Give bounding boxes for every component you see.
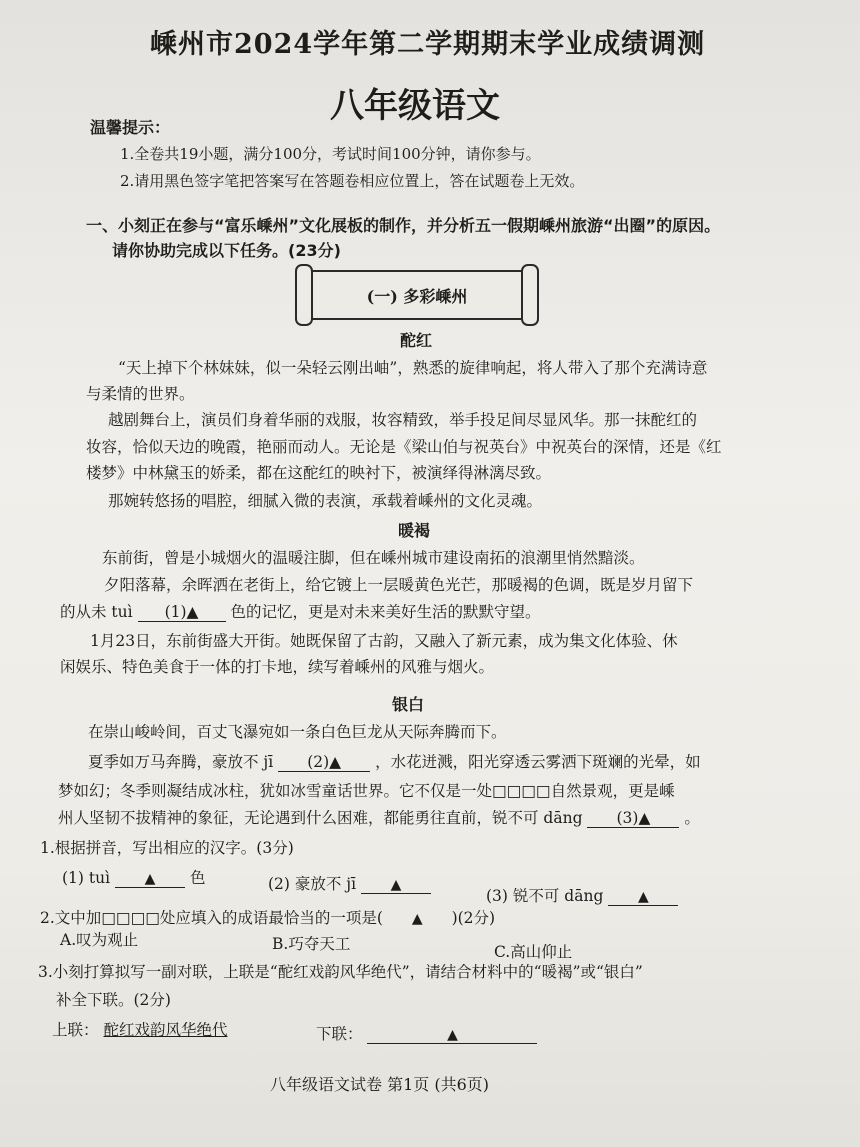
q1-c-label: (3) 锐不可 dāng xyxy=(486,887,604,905)
couplet-upper xyxy=(52,1018,227,1040)
article-line-with-blank xyxy=(88,750,701,772)
upper-text: 酡红戏韵风华绝代 xyxy=(103,1021,228,1039)
q2-tail: )(2分) xyxy=(451,909,496,927)
answer-blank[interactable] xyxy=(361,875,431,894)
question-2 xyxy=(40,906,495,928)
text-segment: 。 xyxy=(684,809,700,827)
article-line-with-blank xyxy=(58,806,700,828)
triangle-icon: ▲ xyxy=(144,871,156,887)
article-line: 闲娱乐、特色美食于一体的打卡地，续写着嵊州的风雅与烟火。 xyxy=(60,658,495,676)
triangle-icon: ▲ xyxy=(447,1027,458,1043)
tip-item: 2.请用黑色签字笔把答案写在答题卷相应位置上，答在试题卷上无效。 xyxy=(120,172,585,190)
question-3-cont: 补全下联。(2分) xyxy=(56,991,171,1009)
section-heading: 一、小刻正在参与“富乐嵊州”文化展板的制作，并分析五一假期嵊州旅游“出圈”的原因。 xyxy=(86,216,721,235)
article-line: 妆容，恰似天边的晚霞，艳丽而动人。无论是《梁山伯与祝英台》中祝英台的深情，还是《红 xyxy=(86,438,722,456)
couplet-lower xyxy=(316,1022,537,1044)
article-line: 在崇山峻岭间，百丈飞瀑宛如一条白色巨龙从天际奔腾而下。 xyxy=(88,723,507,741)
section-banner xyxy=(305,270,529,320)
text-segment: 州人坚韧不拔精神的象征，无论遇到什么困难，都能勇往直前，锐不可 dāng xyxy=(58,809,583,827)
article-heading: 银白 xyxy=(392,695,425,714)
article-line: 那婉转悠扬的唱腔，细腻入微的表演，承载着嵊州的文化灵魂。 xyxy=(108,492,543,510)
article-line: “天上掉下个林妹妹，似一朵轻云刚出岫”，熟悉的旋律响起，将人带入了那个充满诗意 xyxy=(118,359,708,377)
article-line: 越剧舞台上，演员们身着华丽的戏服，妆容精致，举手投足间尽显风华。那一抹酡红的 xyxy=(108,411,698,429)
article-line: 东前街，曾是小城烟火的温暖注脚，但在嵊州城市建设南拓的浪潮里悄然黯淡。 xyxy=(102,549,645,567)
text-segment: 色的记忆，更是对未来美好生活的默默守望。 xyxy=(230,603,541,621)
page-footer: 八年级语文试卷 第1页 (共6页) xyxy=(270,1075,490,1094)
q1-a-after: 色 xyxy=(189,869,206,887)
q2-text: 2.文中加□□□□处应填入的成语最恰当的一项是( xyxy=(40,909,383,927)
question-3: 3.小刻打算拟写一副对联，上联是“酡红戏韵风华绝代”，请结合材料中的“暖褐”或“银白” xyxy=(38,963,643,981)
tip-item: 1.全卷共19小题，满分100分，考试时间100分钟，请你参与。 xyxy=(120,145,541,163)
answer-blank[interactable] xyxy=(367,1025,537,1044)
triangle-icon: ▲ xyxy=(411,911,423,927)
subject-title: 八年级语文 xyxy=(330,86,500,126)
q1-part-c xyxy=(486,884,678,906)
blank-1: (1)▲ xyxy=(138,603,226,622)
option-a[interactable]: A.叹为观止 xyxy=(60,931,139,949)
article-line-with-blank xyxy=(60,600,541,622)
text-segment: 的从未 tuì xyxy=(60,603,133,621)
article-line: 夕阳落幕，余晖洒在老街上，给它镀上一层暖黄色光芒，那暖褐的色调，既是岁月留下 xyxy=(104,576,694,594)
triangle-icon: ▲ xyxy=(637,889,649,905)
article-heading: 暖褐 xyxy=(398,521,431,540)
option-b[interactable]: B.巧夺天工 xyxy=(272,935,351,953)
blank-2: (2)▲ xyxy=(278,753,370,772)
q1-b-label: (2) 豪放不 jī xyxy=(268,875,357,893)
text-segment: 夏季如万马奔腾，豪放不 jī xyxy=(88,753,274,771)
article-line: 楼梦》中林黛玉的娇柔，都在这酡红的映衬下，被演绎得淋漓尽致。 xyxy=(86,464,552,482)
article-line: 与柔情的世界。 xyxy=(86,385,195,403)
tips-heading: 温馨提示： xyxy=(90,118,171,137)
article-heading: 酡红 xyxy=(400,331,433,350)
exam-title: 嵊州市2024学年第二学期期末学业成绩调测 xyxy=(150,29,706,60)
lower-label: 下联： xyxy=(316,1025,363,1043)
text-segment: ，水花迸溅，阳光穿透云雾洒下斑斓的光晕，如 xyxy=(375,753,701,771)
triangle-icon: ▲ xyxy=(390,877,402,893)
question-1: 1.根据拼音，写出相应的汉字。(3分) xyxy=(40,839,294,857)
blank-3: (3)▲ xyxy=(587,809,679,828)
q1-part-a xyxy=(62,866,205,888)
answer-blank[interactable] xyxy=(115,869,185,888)
upper-label: 上联： xyxy=(52,1021,99,1039)
q1-part-b xyxy=(268,872,431,894)
banner-title: (一) 多彩嵊州 xyxy=(366,287,468,306)
section-heading-cont: 请你协助完成以下任务。(23分) xyxy=(112,241,341,260)
article-line: 1月23日，东前街盛大开街。她既保留了古韵，又融入了新元素，成为集文化体验、休 xyxy=(90,632,678,650)
answer-blank[interactable] xyxy=(608,887,678,906)
q1-a-label: (1) tuì xyxy=(62,869,111,887)
article-line: 梦如幻；冬季则凝结成冰柱，犹如冰雪童话世界。它不仅是一处□□□□自然景观，更是嵊 xyxy=(58,782,675,800)
option-c[interactable]: C.高山仰止 xyxy=(494,943,573,961)
